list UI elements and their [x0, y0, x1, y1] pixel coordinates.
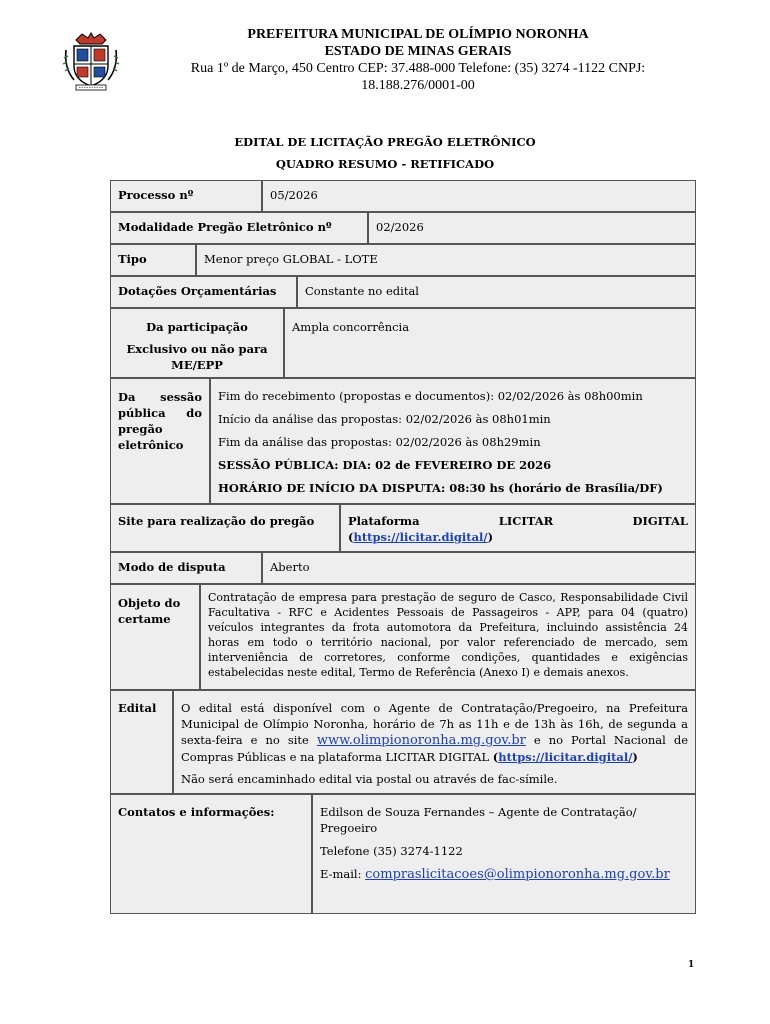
modo-label: Modo de disputa	[110, 552, 262, 584]
header-address: Rua 1º de Março, 450 Centro CEP: 37.488-000 Telefone: (35) 3274 -1122 CNPJ:	[190, 61, 646, 76]
sessao-label: Da sessão pública do pregão eletrônico	[110, 378, 210, 504]
site-licitar-link[interactable]: https://licitar.digital/	[353, 530, 488, 544]
dotacoes-value: Constante no edital	[297, 276, 696, 308]
modalidade-label: Modalidade Pregão Eletrônico nº	[110, 212, 368, 244]
row-sessao	[110, 378, 696, 504]
page-number: 1	[688, 960, 695, 970]
objeto-label: Objeto do certame	[110, 584, 200, 690]
document-title: EDITAL DE LICITAÇÃO PREGÃO ELETRÔNICO	[234, 135, 536, 149]
tipo-label: Tipo	[110, 244, 196, 276]
sessao-horario-disputa: HORÁRIO DE INÍCIO DA DISPUTA: 08:30 hs (horário de Brasília/DF)	[218, 481, 663, 495]
sessao-fim-analise: Fim da análise das propostas: 02/02/2026 às 08h29min	[218, 435, 541, 449]
row-modo	[110, 552, 696, 584]
contatos-email-label: E-mail:	[320, 867, 362, 881]
row-participacao	[110, 308, 696, 378]
sessao-inicio-analise: Início da análise das propostas: 02/02/2026 às 08h01min	[218, 412, 551, 426]
contatos-value-cell	[312, 794, 696, 914]
participacao-label-cell	[110, 308, 284, 378]
document-subtitle: QUADRO RESUMO - RETIFICADO	[275, 157, 495, 171]
contatos-label: Contatos e informações:	[110, 794, 312, 914]
row-site	[110, 504, 696, 552]
header-title: PREFEITURA MUNICIPAL DE OLÍMPIO NORONHA	[247, 27, 589, 42]
municipal-crest-logo	[62, 30, 120, 92]
row-modalidade	[110, 212, 696, 244]
site-platform: Plataforma LICITAR DIGITAL	[348, 514, 688, 528]
sessao-fim-recebimento: Fim do recebimento (propostas e documentos): 02/02/2026 às 08h00min	[218, 389, 643, 403]
row-edital	[110, 690, 696, 794]
edital-note: Não será encaminhado edital via postal ou através de fac-símile.	[181, 772, 558, 786]
edital-text: O edital está disponível com o Agente de Contratação/Pregoeiro, na Prefeitura Municipal de Olímpio Noronha, horário de 7h as 11h e de 13h às 16h, de segunda a sexta-feira e no site	[181, 701, 688, 747]
edital-text-portal: e no Portal Nacional de Compras Públicas e na plataforma LICITAR DIGITAL	[181, 733, 688, 764]
edital-licitar-link[interactable]: https://licitar.digital/	[498, 750, 633, 764]
header-state: ESTADO DE MINAS GERAIS	[324, 44, 512, 59]
edital-label: Edital	[110, 690, 173, 794]
objeto-value: Contratação de empresa para prestação de seguro de Casco, Responsabilidade Civil Facultativa - RFC e Acidentes Pessoais de Passageiros - APP, para 04 (quatro) veículos integrantes da frota automotora da Prefeitura, incluindo assistência 24 horas em todo o território nacional, por valor referenciado de mercado, sem interveniência de corretores, conforme condições, quantidades e exigências estabelecidas neste edital, Termo de Referência (Anexo I) e demais anexos.	[200, 584, 696, 690]
letterhead	[150, 26, 686, 94]
processo-label: Processo nº	[110, 180, 262, 212]
modo-value: Aberto	[262, 552, 696, 584]
row-dotacoes	[110, 276, 696, 308]
row-objeto	[110, 584, 696, 690]
row-tipo	[110, 244, 696, 276]
contatos-email-link[interactable]: compraslicitacoes@olimpionoronha.mg.gov.br	[365, 867, 670, 882]
contatos-phone: Telefone (35) 3274-1122	[320, 844, 463, 858]
site-label: Site para realização do pregão	[110, 504, 340, 552]
participacao-value: Ampla concorrência	[284, 308, 696, 378]
participacao-exclusivo-label: Exclusivo ou não para ME/EPP	[126, 342, 268, 372]
sessao-publica: SESSÃO PÚBLICA: DIA: 02 de FEVEREIRO DE 2026	[218, 458, 552, 472]
sessao-details	[210, 378, 696, 504]
modalidade-value: 02/2026	[368, 212, 696, 244]
contatos-name: Edilson de Souza Fernandes – Agente de Contratação/ Pregoeiro	[320, 805, 637, 835]
row-processo	[110, 180, 696, 212]
dotacoes-label: Dotações Orçamentárias	[110, 276, 297, 308]
row-contatos	[110, 794, 696, 914]
edital-site-link[interactable]: www.olimpionoronha.mg.gov.br	[316, 733, 526, 748]
tipo-value: Menor preço GLOBAL - LOTE	[196, 244, 696, 276]
site-value-cell: Plataforma LICITAR DIGITAL (https://licitar.digital/)	[340, 504, 696, 552]
participacao-label: Da participação	[146, 320, 248, 334]
edital-value-cell: O edital está disponível com o Agente de Contratação/Pregoeiro, na Prefeitura Municipal de Olímpio Noronha, horário de 7h as 11h e de 13h às 16h, de segunda a sexta-feira e no site www.olimpionoronha.mg.gov.br e no Portal Nacional de Compras Públicas e na plataforma LICITAR DIGITAL (https://licitar.digital/) Não será encaminhado edital via postal ou através de fac-símile.	[173, 690, 696, 794]
processo-value: 05/2026	[262, 180, 696, 212]
header-cnpj: 18.188.276/0001-00	[361, 78, 475, 93]
